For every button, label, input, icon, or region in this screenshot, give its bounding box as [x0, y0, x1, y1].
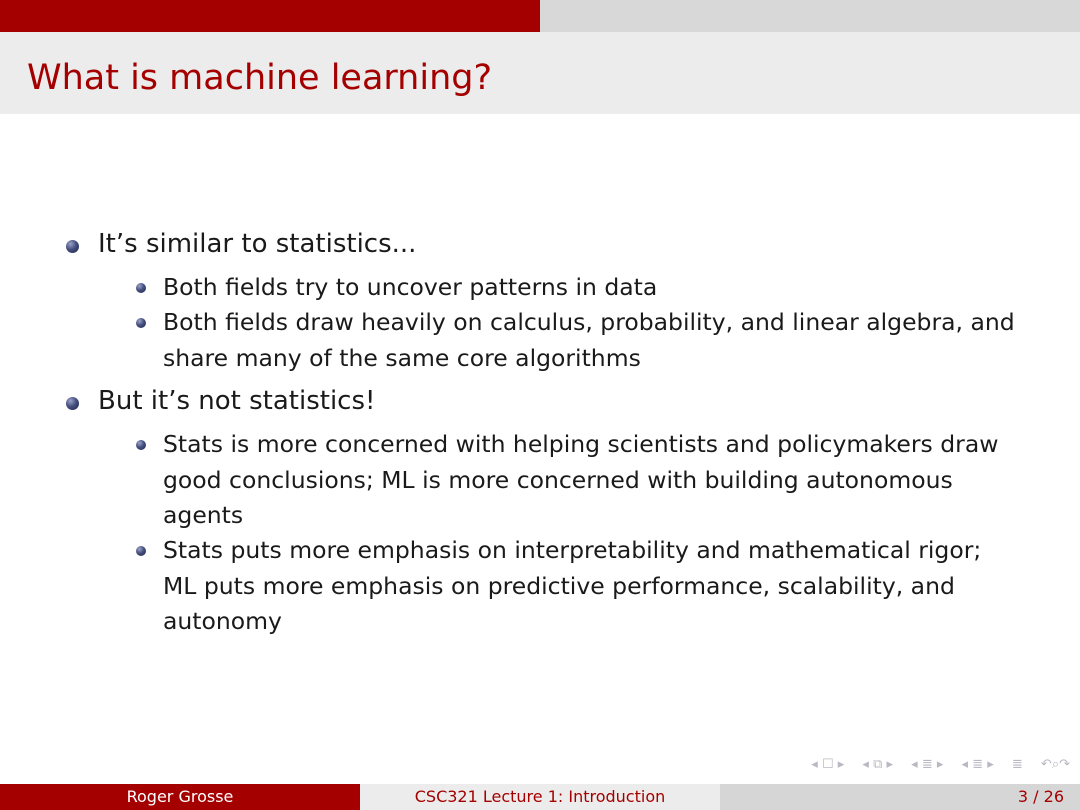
- sub-bullet-icon: [136, 440, 146, 450]
- bullet-1-text: It’s similar to statistics...: [98, 229, 417, 259]
- sub-bullet-icon: [136, 283, 146, 293]
- footer-author: Roger Grosse: [0, 784, 360, 810]
- bullet-2-sub-2: [163, 533, 981, 640]
- footer: [0, 784, 1080, 810]
- sub-bullet-icon: [136, 318, 146, 328]
- text-line: agents: [163, 501, 244, 529]
- bullet-2-sub-1: [163, 427, 998, 534]
- nav-prev-icon[interactable]: ◂ ☐ ▸: [811, 757, 845, 772]
- bullet-icon: [66, 240, 79, 253]
- bullet-2-text: But it’s not statistics!: [98, 386, 376, 416]
- footer-page-number: [720, 784, 1080, 810]
- page-number-text: 3 / 26: [1017, 787, 1064, 806]
- sub-bullet-icon: [136, 546, 146, 556]
- nav-next-icon[interactable]: ◂ ≣ ▸: [911, 757, 944, 772]
- text-line: autonomy: [163, 607, 282, 635]
- nav-search-icon[interactable]: ↶⌕↷: [1040, 757, 1070, 772]
- slide-title: What is machine learning?: [27, 58, 493, 98]
- bullet-1-sub-1: [163, 270, 657, 306]
- navigation-symbols: [807, 757, 1070, 772]
- nav-section-icon[interactable]: ◂ ≣ ▸: [961, 757, 994, 772]
- text-line: Both fields draw heavily on calculus, probability, and linear algebra, and: [163, 308, 1015, 336]
- nav-frame-icon[interactable]: ◂ ⧉ ▸: [862, 757, 894, 772]
- text-line: Both fields try to uncover patterns in data: [163, 273, 658, 301]
- nav-align-icon[interactable]: ≣: [1011, 757, 1023, 772]
- bullet-1-sub-2: [163, 305, 1015, 376]
- text-line: Stats is more concerned with helping scientists and policymakers draw: [163, 430, 999, 458]
- footer-lecture-title: CSC321 Lecture 1: Introduction: [360, 784, 720, 810]
- bullet-icon: [66, 397, 79, 410]
- text-line: Stats puts more emphasis on interpretability and mathematical rigor;: [163, 536, 982, 564]
- text-line: good conclusions; ML is more concerned with building autonomous: [163, 465, 953, 494]
- text-line: share many of the same core algorithms: [163, 343, 641, 372]
- text-line: ML puts more emphasis on predictive performance, scalability, and: [163, 571, 955, 600]
